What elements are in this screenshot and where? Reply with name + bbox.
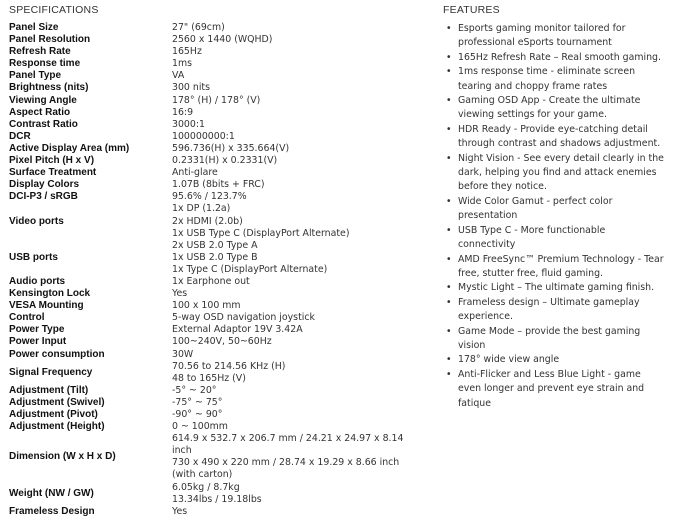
- spec-row: [9, 240, 407, 276]
- spec-value: [172, 107, 407, 119]
- spec-label: Adjustment (Tilt): [9, 384, 89, 396]
- spec-row: [9, 506, 407, 518]
- spec-row: [9, 22, 407, 34]
- bullet-icon: •: [446, 253, 452, 265]
- spec-label: Pixel Pitch (H x V): [9, 155, 95, 167]
- feature-text: Mystic Light – The ultimate gaming finish.: [458, 282, 655, 294]
- spec-value-line: 1ms: [172, 58, 192, 70]
- spec-row: [9, 95, 407, 107]
- spec-row: [9, 397, 407, 409]
- feature-item: [443, 296, 665, 325]
- feature-text: HDR Ready - Provide eye-catching detail through contrast and shadows adjustment.: [458, 123, 661, 150]
- spec-value-line: 1.07B (8bits + FRC): [172, 179, 265, 191]
- spec-row: [9, 433, 407, 481]
- spec-value-line: 1x Earphone out: [172, 275, 250, 287]
- spec-row: [9, 349, 407, 361]
- spec-label: Kensington Lock: [9, 288, 91, 300]
- spec-row: [9, 34, 407, 46]
- spec-value-line: 3000:1: [172, 118, 205, 130]
- spec-value-line: 48 to 165Hz (V): [172, 372, 246, 384]
- spec-value-line: Yes: [172, 505, 188, 517]
- spec-label: Contrast Ratio: [9, 118, 78, 130]
- spec-value: [172, 506, 407, 518]
- spec-label: Surface Treatment: [9, 167, 97, 179]
- spec-value-line: Yes: [172, 288, 188, 300]
- spec-value-line: 5-way OSD navigation joystick: [172, 312, 315, 324]
- spec-value-line: 1x Type C (DisplayPort Alternate): [172, 263, 328, 275]
- features-list: [443, 22, 665, 411]
- feature-text: Wide Color Gamut - perfect color presentation: [458, 195, 613, 222]
- spec-label: Power Type: [9, 324, 65, 336]
- spec-label: Dimension (W x H x D): [9, 451, 116, 463]
- spec-value: [172, 288, 407, 300]
- spec-value: [172, 191, 407, 203]
- spec-value: [172, 361, 407, 385]
- bullet-icon: •: [446, 282, 452, 294]
- spec-value: [172, 82, 407, 94]
- spec-row: [9, 70, 407, 82]
- spec-value: [172, 300, 407, 312]
- spec-value: [172, 95, 407, 107]
- spec-value: [172, 22, 407, 34]
- spec-label: Refresh Rate: [9, 46, 71, 58]
- spec-value-line: 95.6% / 123.7%: [172, 191, 247, 203]
- spec-row: [9, 324, 407, 336]
- bullet-icon: •: [446, 368, 452, 380]
- spec-value: [172, 167, 407, 179]
- spec-label: Frameless Design: [9, 505, 95, 517]
- spec-label: DCR: [9, 130, 31, 142]
- spec-value-line: VA: [172, 70, 185, 82]
- bullet-icon: •: [446, 123, 452, 135]
- spec-row: [9, 131, 407, 143]
- spec-row: [9, 203, 407, 239]
- feature-item: [443, 65, 665, 94]
- spec-value-line: 596.736(H) x 335.664(V): [172, 142, 290, 154]
- bullet-icon: •: [446, 95, 452, 107]
- spec-value-line: 178° (H) / 178° (V): [172, 94, 261, 106]
- spec-label: Audio ports: [9, 275, 66, 287]
- spec-value-line: 100000000:1: [172, 130, 235, 142]
- spec-value-line: 1x DP (1.2a): [172, 203, 231, 215]
- spec-value-line: 2560 x 1440 (WQHD): [172, 34, 273, 46]
- spec-row: [9, 361, 407, 385]
- specifications-heading: SPECIFICATIONS: [9, 4, 99, 16]
- spec-value-line: 2x HDMI (2.0b): [172, 215, 243, 227]
- spec-row: [9, 82, 407, 94]
- spec-label: Brightness (nits): [9, 82, 89, 94]
- spec-row: [9, 276, 407, 288]
- spec-value: [172, 155, 407, 167]
- spec-value-line: 13.34lbs / 19.18lbs: [172, 493, 262, 505]
- spec-value: [172, 203, 407, 239]
- spec-label: DCI-P3 / sRGB: [9, 191, 78, 203]
- spec-value-line: -75° ~ 75°: [172, 396, 223, 408]
- spec-label: Power consumption: [9, 348, 105, 360]
- spec-value: [172, 58, 407, 70]
- feature-item: [443, 224, 665, 253]
- feature-text: Esports gaming monitor tailored for professional eSports tournament: [458, 23, 626, 49]
- spec-value: [172, 409, 407, 421]
- spec-value: [172, 324, 407, 336]
- spec-value-line: Anti-glare: [172, 167, 218, 179]
- spec-value-line: 300 nits: [172, 82, 210, 94]
- feature-text: Gaming OSD App - Create the ultimate viewing settings for your game.: [458, 95, 641, 121]
- spec-label: Adjustment (Swivel): [9, 396, 105, 408]
- spec-value-line: 30W: [172, 348, 194, 360]
- spec-label: Weight (NW / GW): [9, 487, 94, 499]
- spec-row: [9, 385, 407, 397]
- feature-text: 1ms response time - eliminate screen tearing and choppy frame rates: [458, 66, 636, 92]
- feature-text: Anti-Flicker and Less Blue Light - game even longer and prevent eye strain and fatique: [458, 368, 645, 409]
- feature-text: AMD FreeSync™ Premium Technology - Tear free, stutter free, fluid gaming.: [458, 253, 664, 279]
- features-heading: FEATURES: [443, 4, 500, 16]
- spec-value-line: 165Hz: [172, 46, 202, 58]
- bullet-icon: •: [446, 325, 452, 337]
- spec-label: Power Input: [9, 336, 67, 348]
- bullet-icon: •: [446, 354, 452, 366]
- spec-label: Video ports: [9, 215, 64, 227]
- feature-text: Night Vision - See every detail clearly in the dark, helping you find and attack enemies before they notice.: [458, 152, 664, 193]
- spec-row: [9, 46, 407, 58]
- specifications-table: [9, 22, 407, 518]
- feature-item: [443, 195, 665, 224]
- spec-label: Panel Resolution: [9, 34, 91, 46]
- bullet-icon: •: [446, 296, 452, 308]
- spec-row: [9, 409, 407, 421]
- bullet-icon: •: [446, 224, 452, 236]
- spec-row: [9, 179, 407, 191]
- spec-label: Control: [9, 312, 45, 324]
- bullet-icon: •: [446, 195, 452, 207]
- spec-value: [172, 385, 407, 397]
- spec-label: Adjustment (Height): [9, 421, 105, 433]
- spec-value: [172, 433, 407, 481]
- feature-text: USB Type C - More functionable connectivity: [458, 224, 606, 251]
- bullet-icon: •: [446, 152, 452, 164]
- spec-row: [9, 482, 407, 506]
- spec-row: [9, 155, 407, 167]
- spec-value: [172, 131, 407, 143]
- spec-label: Panel Type: [9, 70, 62, 82]
- spec-row: [9, 143, 407, 155]
- feature-text: 165Hz Refresh Rate – Real smooth gaming.: [458, 51, 661, 63]
- feature-item: [443, 51, 665, 65]
- spec-row: [9, 421, 407, 433]
- spec-value-line: 614.9 x 532.7 x 206.7 mm / 24.21 x 24.97 x 8.14 inch: [172, 433, 404, 457]
- spec-row: [9, 312, 407, 324]
- spec-row: [9, 288, 407, 300]
- feature-item: [443, 281, 665, 295]
- feature-item: [443, 123, 665, 152]
- spec-label: Adjustment (Pivot): [9, 409, 98, 420]
- feature-text: Frameless design – Ultimate gameplay experience.: [458, 296, 640, 323]
- bullet-icon: •: [446, 23, 452, 34]
- spec-value: [172, 482, 407, 506]
- spec-value-line: 100 x 100 mm: [172, 300, 241, 312]
- spec-label: Viewing Angle: [9, 94, 77, 106]
- spec-value: [172, 349, 407, 361]
- spec-value-line: 1x USB 2.0 Type B: [172, 251, 258, 263]
- bullet-icon: •: [446, 51, 452, 63]
- spec-row: [9, 336, 407, 348]
- spec-label: Display Colors: [9, 179, 80, 191]
- spec-label: Panel Size: [9, 22, 59, 33]
- spec-value: [172, 143, 407, 155]
- feature-item: [443, 368, 665, 411]
- feature-item: [443, 325, 665, 354]
- feature-item: [443, 253, 665, 282]
- spec-value-line: 6.05kg / 8.7kg: [172, 481, 240, 493]
- spec-value-line: 16:9: [172, 106, 194, 118]
- spec-value: [172, 119, 407, 131]
- spec-label: Signal Frequency: [9, 366, 93, 378]
- spec-value-line: 100~240V, 50~60Hz: [172, 336, 272, 348]
- spec-value-line: 730 x 490 x 220 mm / 28.74 x 19.29 x 8.66 inch (with carton): [172, 457, 400, 481]
- spec-value-line: -90° ~ 90°: [172, 409, 223, 420]
- spec-row: [9, 300, 407, 312]
- spec-label: Response time: [9, 58, 81, 70]
- spec-label: Active Display Area (mm): [9, 142, 130, 154]
- spec-value: [172, 336, 407, 348]
- spec-value: [172, 421, 407, 433]
- spec-value-line: 27" (69cm): [172, 22, 225, 33]
- feature-item: [443, 152, 665, 195]
- spec-value: [172, 276, 407, 288]
- spec-label: USB ports: [9, 251, 58, 263]
- spec-value: [172, 312, 407, 324]
- spec-value-line: 2x USB 2.0 Type A: [172, 239, 258, 251]
- feature-item: [443, 353, 665, 367]
- spec-row: [9, 167, 407, 179]
- spec-value: [172, 70, 407, 82]
- spec-row: [9, 58, 407, 70]
- spec-value-line: -5° ~ 20°: [172, 384, 217, 396]
- feature-text: 178° wide view angle: [458, 354, 560, 366]
- spec-value-line: 0.2331(H) x 0.2331(V): [172, 155, 278, 167]
- spec-value: [172, 46, 407, 58]
- spec-value-line: 70.56 to 214.56 KHz (H): [172, 360, 286, 372]
- spec-value: [172, 179, 407, 191]
- spec-label: Aspect Ratio: [9, 106, 71, 118]
- spec-value: [172, 397, 407, 409]
- bullet-icon: •: [446, 66, 452, 78]
- feature-text: Game Mode – provide the best gaming vision: [458, 325, 641, 351]
- feature-item: [443, 94, 665, 123]
- spec-value: [172, 34, 407, 46]
- spec-row: [9, 119, 407, 131]
- spec-value-line: External Adaptor 19V 3.42A: [172, 324, 303, 336]
- spec-row: [9, 107, 407, 119]
- spec-label: VESA Mounting: [9, 300, 84, 312]
- spec-value-line: 1x USB Type C (DisplayPort Alternate): [172, 227, 350, 239]
- spec-row: [9, 191, 407, 203]
- spec-value: [172, 240, 407, 276]
- spec-value-line: 0 ~ 100mm: [172, 421, 228, 433]
- feature-item: [443, 22, 665, 51]
